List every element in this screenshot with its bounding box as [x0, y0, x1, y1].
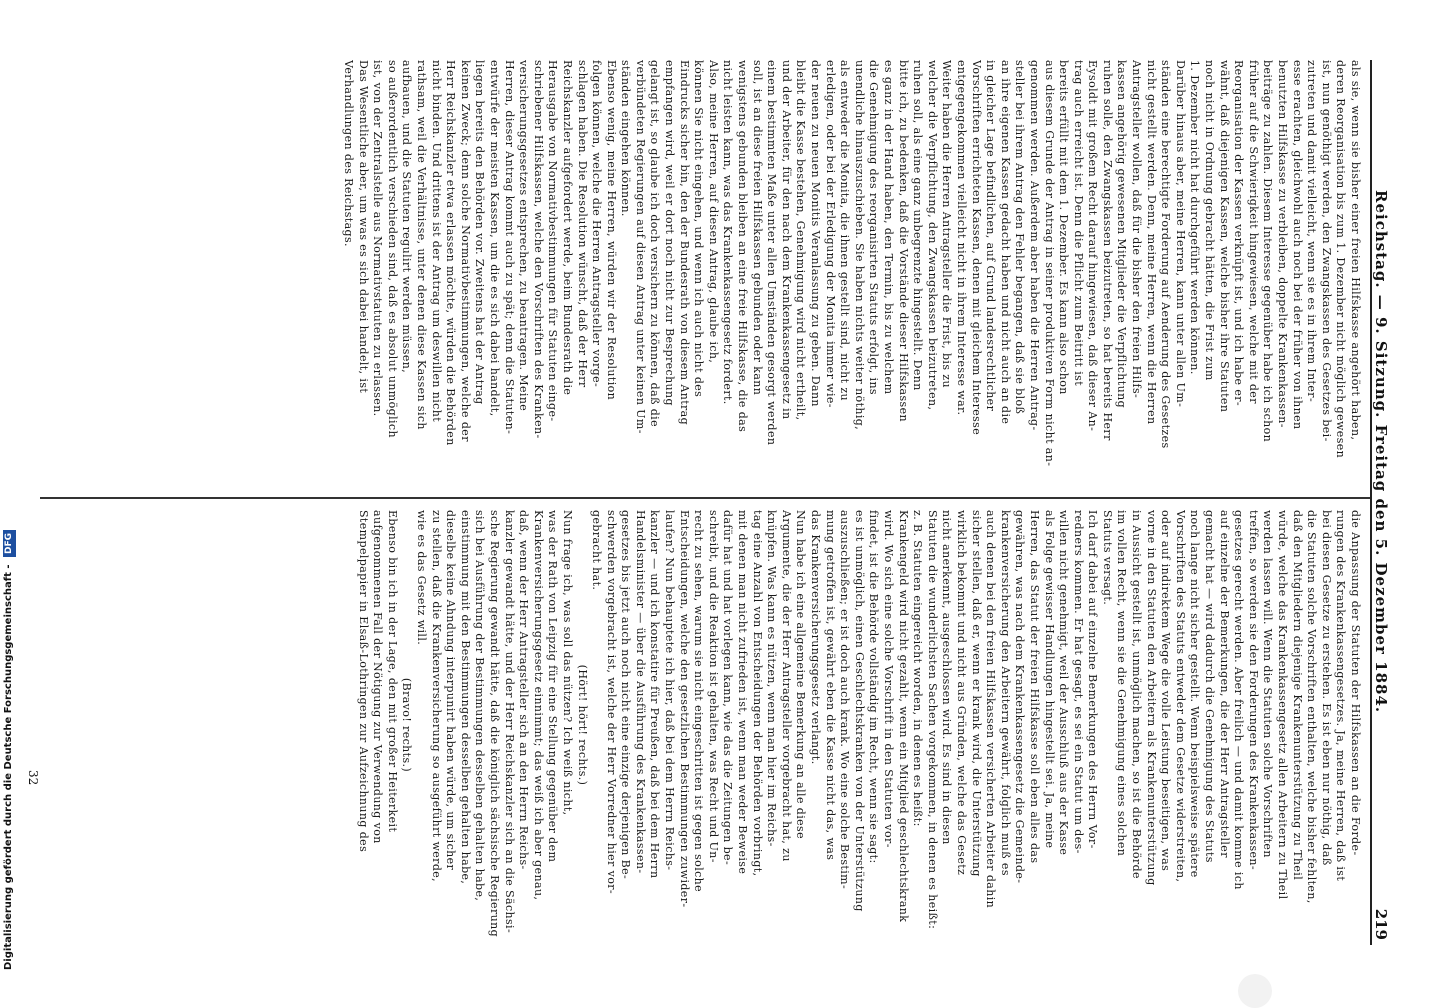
text-line: Statuten die wunderlichsten Sachen vorgekommen, in denen es heißt:	[925, 510, 939, 930]
text-line: der neuen zu neuen Monitis Veranlassung zu geben. Dann	[809, 60, 823, 407]
text-line: Vorschriften des Statuts entweder dem Gesetze widerstreiten,	[1173, 510, 1187, 883]
text-line: unendliche hinauszuschieben. Sie haben nichts weiter nöthig,	[852, 60, 866, 431]
text-line: daß den Mitgliedern diejenige Krankenunterstützung zu Theil	[1290, 510, 1304, 881]
text-line: empfangen wird, weil er dort noch nicht zur Besprechung	[663, 60, 677, 406]
text-line: Nun frage ich, was soll das nützen? Ich weiß nicht,	[560, 510, 574, 816]
text-line: liegen bereits den Behörden vor. Zweitens hat der Antrag	[473, 60, 487, 405]
text-line: auf einzelne der Bemerkungen, die der Herr Antragsteller	[1217, 510, 1231, 858]
text-line: wird. Wo sich eine solche Vorschrift in den Statuten vor-	[882, 510, 895, 848]
digitization-credit	[0, 0, 18, 1000]
text-line: Darüber hinaus aber, meine Herren, kann unter allen Um-	[1173, 60, 1187, 408]
text-line: wähnt, daß diejenigen Kassen, welche bisher ihre Statuten	[1217, 60, 1231, 413]
scan-artifact	[1238, 974, 1272, 1008]
text-line: Ich darf dabei auf einzelne Bemerkungen des Herrn Vor-	[1086, 510, 1100, 849]
text-line: findet, ist die Behörde vollständig im Recht, wenn sie sagt:	[867, 510, 881, 864]
text-line: wirklich bekommt und nicht aus Gründen, welche das Gesetz	[954, 510, 968, 876]
text-line: so außerordentlich verschieden sind, daß es absolut unmöglich	[385, 60, 399, 438]
text-line: wie es das Gesetz will.	[415, 510, 428, 646]
text-line: bleibt die Kasse bestehen, Genehmigung wird nicht ertheilt,	[794, 60, 808, 421]
text-line: welcher die Verpflichtung, den Zwangskassen beizutreten,	[925, 60, 939, 411]
text-line: erledigen, oder bei der Erledigung der Monita immer wie-	[823, 60, 837, 408]
text-line: noch lange nicht sicher gestellt. Wenn beispielsweise spätere	[1188, 510, 1202, 878]
text-line: Reichskanzler aufgefordert werde, beim Bundesrath die	[560, 60, 574, 396]
text-line: Handelsminister — über die Ausführung des Krankenkassen-	[633, 510, 647, 874]
text-line: die Statuten solche Vorschriften enthalten, welche bisher fehlten,	[1305, 510, 1319, 904]
text-line: willen nicht genehmigt, weil der Ausschluß aus der Kasse	[1057, 510, 1071, 856]
text-line: redners kommen. Er hat gesagt, es sei ein Statut um des-	[1071, 510, 1085, 854]
text-line: ständen eine berechtigte Forderung auf Aenderung des Gesetzes	[1159, 60, 1173, 449]
text-line: gesetzes gerecht werden. Aber freilich — und damit komme ich	[1232, 510, 1246, 890]
text-line: die Anpassung der Statuten der Hilfskassen an die Forde-	[1349, 510, 1362, 856]
text-line: schreibt, und die Reaktion ist gehalten, was Recht und Un-	[706, 510, 720, 863]
text-line: sich bei Ausführung der Bestimmungen desselben gehalten habe,	[473, 510, 487, 902]
text-line: sche Regierung gewandt hätte, daß die königlich sächsische Regierung	[487, 510, 501, 938]
text-line: treffen, so werden sie den Forderungen des Krankenkassen-	[1246, 510, 1260, 871]
text-line: Herren, das Statut der freien Hilfskasse soll eben alles das	[1027, 510, 1041, 864]
text-line: mit denen man nicht zufrieden ist, wenn man weder Beweise	[736, 510, 750, 875]
text-line: Antragsteller wollen, daß für die bisher den freien Hilfs-	[1130, 60, 1144, 399]
text-line: Das Wesentliche aber, um was es sich dabei handelt, ist	[356, 60, 370, 394]
text-line: einem bestimmten Maße unter allen Umständen gesorgt werden	[765, 60, 779, 446]
text-line: schwerden vorgebracht ist, welche der Herr Vorredner hier vor-	[604, 510, 618, 895]
text-line: gewähren, was nach dem Krankenkassengesetz die Gemeinde-	[1013, 510, 1027, 884]
text-line: bitte ich, zu bedenken, daß die Vorstände dieser Hilfskassen	[896, 60, 910, 422]
text-line: dieselbe keine Ahndung interpunirt haben würde, um sicher	[444, 510, 458, 871]
credit-text: Digitalisierung gefördert durch die Deutsche Forschungsgemeinschaft -	[3, 564, 14, 970]
text-line: Ebenso wenig, meine Herren, würden wir der Resolution	[604, 60, 618, 401]
text-line: mung getroffen ist, gewährt eben die Kasse nicht das, was	[823, 510, 837, 861]
text-line: daß, wenn der Herr Antragsteller sich an den Herrn Reichs-	[517, 510, 531, 870]
text-line: entgegengekommen vielleicht nicht in ihrem Interesse war.	[954, 60, 968, 416]
text-line: kassen angehörig gewesenen Mitglieder die Verpflichtung	[1115, 60, 1129, 409]
text-line: Eysoldt mit großem Recht darauf hingewiesen, daß dieser An-	[1086, 60, 1100, 432]
text-line: an ihre eigenen Kassen gedacht haben und nicht auch an die	[998, 60, 1012, 425]
text-line: bei diesen Gesetze zu erstehen. Es ist eben nur nöthig, daß	[1319, 510, 1333, 866]
text-line: verbündeten Regierungen auf diesen Antrag unter keinen Um-	[633, 60, 647, 434]
text-line: auch denen bei den freien Hilfskassen versicherten Arbeiter dahin	[984, 510, 998, 909]
text-line: gelangt ist, so glaube ich doch versichern zu können, daß die	[648, 60, 662, 428]
text-line: in gleicher Lage befindlichen, auf Grund landesrechtlicher	[984, 60, 998, 412]
text-line: steller bei ihrem Antrag den Fehler begangen, daß sie bloß	[1013, 60, 1027, 415]
text-line: krankenversicherung den Arbeitern gewährt, folglich muß es	[998, 510, 1012, 876]
text-line: zutreten und damit vielleicht, wenn sie es in ihrem Inter-	[1305, 60, 1319, 403]
text-line: die Genehmigung des reorganisirten Statuts erfolgt, ins	[867, 60, 881, 395]
text-line: entwürfe der meisten Kassen, um die es sich dabei handelt,	[487, 60, 501, 417]
text-line: Also, meine Herren, auf diesen Antrag, glaube ich,	[706, 60, 720, 364]
text-line: Nun habe ich eine allgemeine Bemerkung an alle diese	[794, 510, 808, 839]
text-line: als entweder die Monita, die ihnen gestellt sind, nicht zu	[838, 60, 852, 402]
text-line: aufgenommenen Fall der Nötigung zur Verwendung von	[371, 510, 385, 844]
text-line: ruhen soll, als eine ganz unbegrenzte hingestellt. Denn	[911, 60, 925, 391]
text-line: nicht leisten kann, was das Krankenkassengesetz fordert.	[721, 60, 735, 405]
text-line: als sie, wenn sie bisher einer freien Hilfskasse angehört haben,	[1349, 60, 1362, 441]
text-line: aus diesem Grunde der Antrag in seiner produktiven Form nicht an-	[1042, 60, 1056, 467]
dfg-logo: DFG	[3, 530, 16, 557]
text-line: gemacht hat — wird dadurch die Genehmigung des Statuts	[1203, 510, 1217, 863]
text-line: beiträge zu zahlen. Diesem Interesse gegenüber habe ich schon	[1261, 60, 1275, 443]
text-line: zu stellen, daß die Krankenversicherung so ausgeführt werde,	[429, 510, 443, 883]
text-line: Stempelpapier in Elsaß-Lothringen zur Aufzeichnung des	[356, 510, 370, 853]
text-line: was der Rath von Leipzig für eine Stellung gegenüber dem	[546, 510, 560, 863]
text-line: Ebenso bin ich in der Lage, den mit großer Heiterkeit	[385, 510, 399, 833]
text-line: rathsam, weil die Verhältnisse, unter denen diese Kassen sich	[415, 60, 428, 430]
text-line: auszuschließen; er ist doch auch krank. Wo eine solche Bestim-	[838, 510, 852, 890]
text-line: können Sie nicht eingehen, und wenn ich auch nicht des	[692, 60, 706, 398]
text-line: das Krankenversicherungsgesetz verlangt.	[809, 510, 823, 765]
text-line: aufbauen, und die Statuten regulirt werden müssen,	[400, 60, 414, 374]
text-line: knüpfen. Was kann es nützen, wenn man hier im Reichs-	[765, 510, 779, 847]
text-line: früher auf die Schwierigkeit hingewiesen, welche mit der	[1246, 60, 1260, 404]
text-line: benutzten Hilfskasse zu verbleiben, doppelte Krankenkassen-	[1276, 60, 1290, 428]
text-line: ständen eingehen können.	[619, 60, 633, 217]
text-line: oder auf indirektem Wege die volle Leistung beseitigen, was	[1159, 510, 1173, 872]
text-line: würde, welche das Krankenkassengesetz allen Arbeitern zu Theil	[1276, 510, 1290, 900]
text-line: Herr Reichskanzler etwa erlassen möchte, würden die Behörden	[444, 60, 458, 446]
text-line: rungen des Krankenkassengesetzes. Ja, meine Herren, daß ist	[1334, 510, 1348, 882]
text-line: sicher stellen, daß er, wenn er krank wird, die Unterstützung	[969, 510, 983, 877]
text-line: kanzler gewandt hätte, und der Herr Reichskanzler sich an die Sächsi-	[502, 510, 516, 934]
text-line: 1. Dezember nicht hat durchgeführt werden können.	[1188, 60, 1202, 375]
text-line: Herausgabe von Normativbestimmungen für Statuten einge-	[546, 60, 560, 422]
text-line: esse erachten, gleichwohl auch noch bei der früher von ihnen	[1290, 60, 1304, 430]
text-line: gebracht hat.	[590, 510, 604, 591]
text-line: Weiter haben die Herren Antragsteller die Frist, bis zu	[940, 60, 954, 388]
text-line: nicht binden. Und drittens ist der Antrag um deswillen nicht	[429, 60, 443, 423]
text-line: und der Arbeiter, für den nach dem Krankenkassengesetz in	[779, 60, 793, 420]
text-line: (Bravo! rechts.)	[400, 677, 414, 773]
text-line: es ist unmöglich, einen Geschlechtskranken von der Unterstützung	[852, 510, 866, 912]
text-line: Reorganisation der Kassen verknüpft ist, und ich habe er-	[1232, 60, 1246, 407]
text-line: z. B. Statuten eingereicht worden, in denen es heißt:	[911, 510, 925, 827]
text-line: ist, von der Zentralstelle aus Normativstatuten zu erlassen.	[371, 60, 385, 417]
text-line: bereits erfüllt mit dem 1. Dezember. Es kann also schon	[1057, 60, 1071, 395]
text-line: Verhandlungen des Reichstags.	[342, 60, 356, 247]
text-line: tag eine Anzahl von Entscheidungen der Behörden vorbringt,	[750, 510, 764, 877]
text-line: genommen werden. Außerdem aber haben die Herren Antrag-	[1027, 60, 1041, 431]
text-line: ist, nun genöthigt werden, den Zwangskassen des Gesetzes bei-	[1319, 60, 1333, 442]
text-line: recht zu sehen, warum sie nicht eingeschritten ist gegen solche	[692, 510, 706, 893]
text-line: versicherungsgesetzes entsprechen, zu beantragen. Meine	[517, 60, 531, 412]
text-line: kanzler — und ich konstatire für Preußen, daß bei dem Herrn	[648, 510, 662, 879]
right-text-column	[355, 510, 1362, 940]
credit-text-wrap	[0, 0, 18, 1000]
text-line: Herren, dieser Antrag kommt auch zu spät; denn die Statuten-	[502, 60, 516, 435]
text-line: als Folge gewisser Handlungen hingestellt sei. Ja, meine	[1042, 510, 1056, 849]
text-line: Argumente, die der Herr Antragsteller vorgebracht hat, zu	[779, 510, 793, 862]
column-divider	[40, 497, 1370, 499]
text-line: Krankengeld wird nicht gezahlt, wenn ein Mitglied geschlechtskrank	[896, 510, 910, 923]
text-line: Statuts versagt.	[1100, 510, 1114, 606]
text-line: (Hört! hört! rechts.)	[575, 664, 589, 786]
left-text-column	[340, 60, 1362, 490]
text-line: folgen können, welche die Herren Antragsteller vorge-	[590, 60, 604, 388]
text-line: dafür hat und hat vorlegen kann, wie das die Zeitungen be-	[721, 510, 735, 866]
text-line: vorne in den Statuten den Arbeitern als Krankenunterstützung	[1144, 510, 1158, 886]
text-line: gesetzes bis jetzt auch noch nicht eine einzige derjenigen Be-	[619, 510, 633, 880]
text-line: Vorschriften errichteten Kassen, denen mit gleichem Interesse	[969, 60, 983, 436]
text-line: wenigstens gebunden bleiben an eine freie Hilfskasse, die das	[736, 60, 750, 433]
text-line: Entscheidungen, welche den gesetzlichen Bestimmungen zuwider-	[677, 510, 691, 908]
text-line: keinen Zweck; denn solche Normativbestimmungen, welche der	[458, 60, 472, 442]
header-title: Reichstag. — 9. Sitzung. Freitag den 5. Dezember 1884.	[1372, 190, 1390, 714]
signature-mark: 32	[26, 770, 40, 786]
header-rule	[1370, 60, 1372, 945]
text-line: nicht anerkennt, ausgeschlossen wird. Es sind in diesen	[940, 510, 954, 845]
text-line: schlagen haben. Die Resolution wünscht, daß der Herr	[575, 60, 589, 388]
text-line: ruhen solle, den Zwangskassen beizutreten, so hat bereits Herr	[1100, 60, 1114, 441]
text-line: noch nicht in Ordnung gebracht hätten, die Frist zum	[1203, 60, 1217, 381]
text-line: trag auch erreicht ist. Denn die Pflicht zum Beitritt ist	[1071, 60, 1085, 387]
text-line: nicht gestellt werden. Denn, meine Herren, wenn die Herren	[1144, 60, 1158, 425]
text-line: Eindrucks sicher bin, den der Bundesrath von diesem Antrag	[677, 60, 691, 426]
text-line: in Aussicht gestellt ist, unmöglich machen, so ist die Behörde	[1130, 510, 1144, 879]
text-line: es ganz in der Hand haben, den Termin, bis zu welchem	[882, 60, 895, 395]
text-line: schriebener Hilfskassen, welche den Vorschriften des Kranken-	[531, 60, 545, 439]
text-line: einstimmung mit den Bestimmungen desselben gehalten habe,	[458, 510, 472, 885]
text-line: im vollen Recht, wenn sie die Genehmigung eines solchen	[1115, 510, 1129, 857]
text-line: soll, ist an diese freien Hilfskassen gebunden oder kann	[750, 60, 764, 396]
text-line: Krankenversicherungsgesetz einnimmt; das weiß ich aber genau,	[531, 510, 545, 901]
page-number: 219	[1372, 908, 1390, 940]
text-line: deren Reorganisation bis zum 1. Dezember nicht möglich gewesen	[1334, 60, 1348, 459]
text-line: werden lassen will. Wenn die Statuten solche Vorschriften	[1261, 510, 1275, 858]
text-line: laufen? Nun behauptete ich hier, daß bei dem Herrn Reichs-	[663, 510, 677, 871]
